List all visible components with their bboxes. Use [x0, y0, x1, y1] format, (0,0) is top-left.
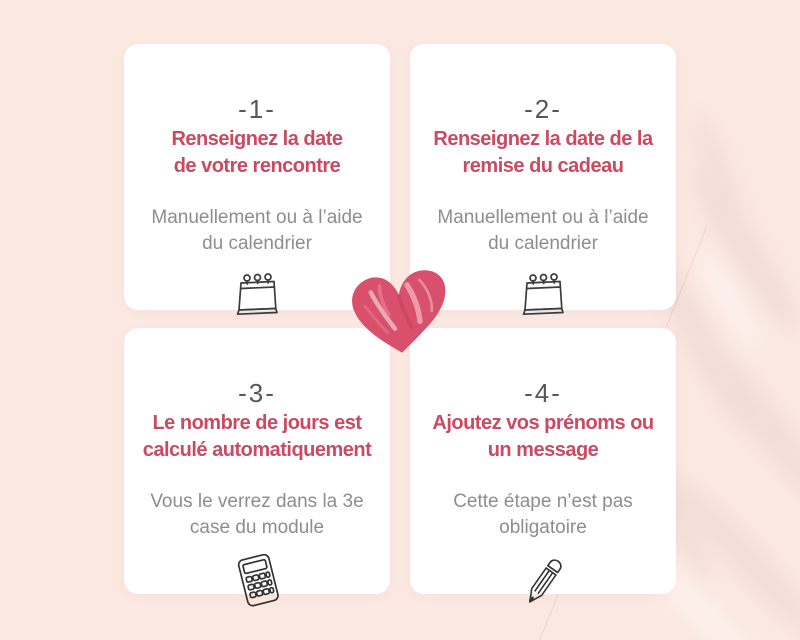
pencil-icon	[517, 554, 569, 617]
calendar-icon	[516, 270, 570, 323]
step-card-1	[124, 44, 390, 310]
step-card-4	[410, 328, 676, 594]
step-card-2	[410, 44, 676, 310]
card-subtitle: Manuellement ou à l’aide du calendrier	[437, 207, 649, 254]
card-title: Ajoutez vos prénoms ou un message	[432, 412, 654, 461]
card-title: Renseignez la date de votre rencontre	[171, 128, 343, 177]
calendar-icon	[230, 270, 284, 323]
card-title: Le nombre de jours est calculé automatiquement	[142, 412, 372, 461]
card-subtitle: Manuellement ou à l’aide du calendrier	[151, 207, 363, 254]
calculator-icon	[224, 554, 290, 613]
step-number: -4-	[524, 378, 562, 408]
steps-grid	[124, 44, 676, 594]
step-card-3	[124, 328, 390, 594]
card-subtitle: Vous le verrez dans la 3e case du module	[150, 491, 364, 538]
card-subtitle: Cette étape n’est pas obligatoire	[453, 491, 633, 538]
step-number: -1-	[238, 94, 276, 124]
step-number: -2-	[524, 94, 562, 124]
step-number: -3-	[238, 378, 276, 408]
card-title: Renseignez la date de la remise du cadeau	[433, 128, 653, 177]
